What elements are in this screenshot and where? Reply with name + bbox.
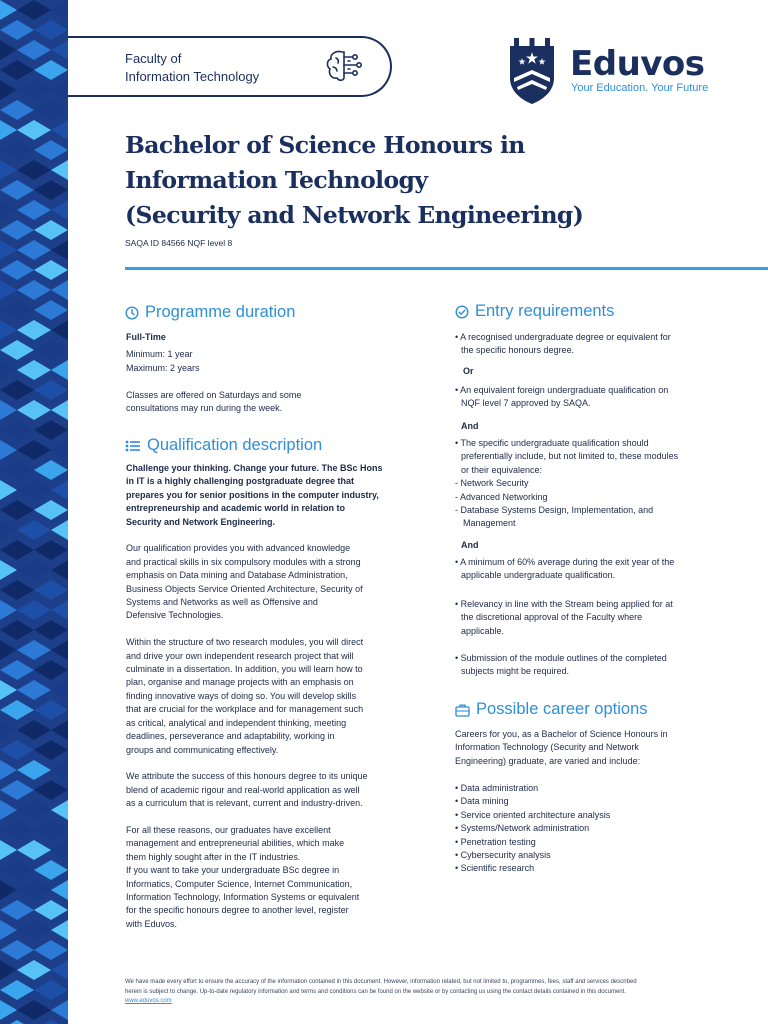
career-heading: Possible career options xyxy=(455,700,648,719)
career-item: • Systems/Network administration xyxy=(455,823,590,834)
qualification-description xyxy=(126,462,426,945)
decorative-cube-strip xyxy=(0,0,68,1024)
career-item: • Data administration xyxy=(455,783,539,793)
disclaimer-footer: We have made every effort to ensure the accuracy of the information contained in this document. However, information related, but not limited to, programmes, fees, staff and services described herein is subject to change. Up-to-date regulatory information and terms and conditions can be found on the website or by contacting us using the contact details contained in this document. www.eduvos.com xyxy=(125,979,637,1004)
entry-and: And xyxy=(461,421,479,431)
qualification-para-2: Within the structure of two research modules, you will direct and drive your own independent research project that will culminate in a dissertation. In addition, you will learn how to plan, organise and manage projects with an emphasis on finding innovative ways of doing so. You will develop skills that are crucial for the workplace and for management such as critical, analytical and independent thinking, meeting deadlines, perseverance and adaptability, working in groups and communicating effectively. xyxy=(126,637,364,755)
entry-requirement: • A recognised undergraduate degree or equivalent for the specific honours degree. xyxy=(455,332,671,356)
page-title: Bachelor of Science Honours in Information Technology (Security and Network Engineering) xyxy=(125,131,584,229)
website-link[interactable]: www.eduvos.com xyxy=(125,998,172,1004)
qualification-para-3: We attribute the success of this honours degree to its unique blend of academic rigour and real-world application as well as a curriculum that is relevant, current and industry-driven. xyxy=(126,771,368,809)
duration-details: Full-Time Minimum: 1 year Maximum: 2 years Classes are offered on Saturdays and some consultations may run during the week. xyxy=(126,332,302,414)
qualification-heading: Qualification description xyxy=(125,436,322,455)
career-item: • Penetration testing xyxy=(455,836,536,847)
list-icon xyxy=(125,439,141,453)
divider xyxy=(125,267,768,270)
career-item: • Service oriented architecture analysis xyxy=(455,809,611,820)
clock-icon xyxy=(125,306,139,320)
entry-requirement: • A minimum of 60% average during the exit year of the applicable undergraduate qualification. xyxy=(455,557,675,581)
entry-heading: Entry requirements xyxy=(455,302,614,321)
brain-circuit-icon xyxy=(324,48,364,84)
brand-name: Eduvos xyxy=(570,44,705,84)
shield-crest-icon xyxy=(508,36,556,106)
module-item: - Advanced Networking xyxy=(455,491,548,502)
career-item: • Data mining xyxy=(455,796,509,807)
saqa-id: SAQA ID 84566 NQF level 8 xyxy=(125,238,233,248)
career-list xyxy=(455,782,755,876)
duration-heading: Programme duration xyxy=(125,303,295,322)
brand-tagline: Your Education. Your Future xyxy=(571,82,709,94)
career-item: • Cybersecurity analysis xyxy=(455,850,551,861)
qualification-para-1: Our qualification provides you with advanced knowledge and practical skills in six compulsory modules with a strong emphasis on Data mining and Database Administration, Business Objects Service Oriented Architecture, Security of Systems and Networks as well as Offensive and Defensive Technologies. xyxy=(126,543,363,621)
entry-requirement: • The specific undergraduate qualification should preferentially include, but not limited to, these modules or their equivalence: - Network Security - Advanced Networking - Database Systems Design, Implementation, and Management xyxy=(455,437,755,531)
entry-or: Or xyxy=(463,366,474,376)
module-item: - Database Systems Design, Implementation, and xyxy=(455,505,654,516)
module-item: - Network Security xyxy=(455,478,529,489)
career-intro: Careers for you, as a Bachelor of Science Honours in Information Technology (Security and Network Engineering) graduate, are varied and include: xyxy=(455,729,668,766)
entry-requirement: • Submission of the module outlines of the completed subjects might be required. xyxy=(455,653,667,677)
faculty-banner xyxy=(68,36,392,97)
qualification-intro: Challenge your thinking. Change your future. The BSc Hons in IT is a highly challenging postgraduate degree that prepares you for senior positions in the computer industry, entrepreneurship and academic world in relation to Security and Network Engineering. xyxy=(126,463,383,527)
career-item: • Scientific research xyxy=(455,863,535,874)
check-circle-icon xyxy=(455,305,469,319)
entry-and: And xyxy=(461,540,479,550)
entry-requirement: • Relevancy in line with the Stream being applied for at the discretional approval of the Faculty where applicable. xyxy=(455,599,673,636)
briefcase-icon xyxy=(455,703,470,717)
module-item: Management xyxy=(463,518,516,529)
faculty-name: Faculty of Information Technology xyxy=(125,51,260,84)
entry-requirement: • An equivalent foreign undergraduate qualification on NQF level 7 approved by SAQA. xyxy=(455,385,669,409)
eduvos-logo xyxy=(508,36,728,108)
qualification-para-4: For all these reasons, our graduates have excellent management and entrepreneurial abilities, which make them highly sought after in the IT industries. If you want to take your undergraduate BSc degree in Informatics, Computer Science, Internet Communication, Information Technology, Information Systems or equivalent for the specific honours degree to another level, register with Eduvos. xyxy=(126,824,360,929)
